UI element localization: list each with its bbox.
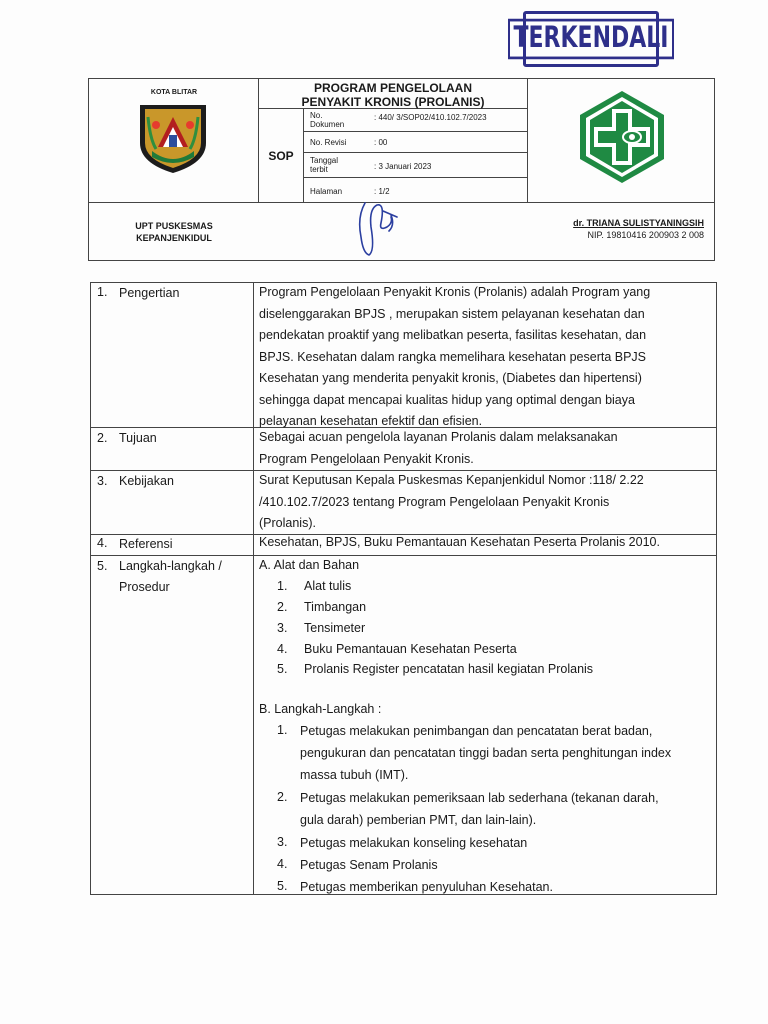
official-nip: NIP. 19810416 200903 2 008	[587, 230, 704, 240]
health-logo-cell	[527, 79, 714, 203]
org-line1: UPT PUSKESMAS	[135, 220, 213, 231]
meta-label: No. Revisi	[310, 138, 347, 147]
body-line: diselenggarakan BPJS , merupakan sistem pelayanan kesehatan dan	[259, 306, 645, 321]
tool-item	[277, 597, 697, 618]
section-body	[259, 532, 711, 554]
section-number: 2.	[97, 431, 108, 445]
tool-item	[277, 618, 697, 639]
sop-header	[88, 78, 715, 261]
step-text	[300, 720, 713, 786]
body-line: (Prolanis).	[259, 516, 316, 530]
step-text	[300, 854, 713, 876]
official-name: dr. TRIANA SULISTYANINGSIH	[573, 218, 704, 228]
meta-value: : 3 Januari 2023	[374, 162, 432, 171]
body-line: Kesehatan, BPJS, Buku Pemantauan Kesehatan Peserta Prolanis 2010.	[259, 535, 660, 549]
meta-row-page	[304, 178, 527, 203]
step-text	[300, 787, 713, 831]
body-line: sehingga dapat mencapai kualitas hidup yang optimal dengan biaya	[259, 392, 635, 407]
step-number: 1.	[277, 723, 288, 737]
step-line: pengukuran dan pencatatan tinggi badan serta penghitungan index	[300, 746, 672, 760]
sop-label: SOP	[259, 109, 304, 203]
part-a-title: A. Alat dan Bahan	[259, 558, 360, 572]
item-text: Tensimeter	[304, 621, 366, 635]
tool-item	[277, 639, 697, 660]
document-meta	[304, 109, 527, 203]
meta-label: Halaman	[310, 187, 343, 196]
step-number: 5.	[277, 879, 288, 893]
tool-item	[277, 659, 697, 680]
section-number: 5.	[97, 559, 108, 573]
section-tujuan	[91, 428, 716, 471]
body-line: Sebagai acuan pengelola layanan Prolanis dalam melaksanakan	[259, 430, 618, 444]
step-line: Petugas melakukan penimbangan dan pencatatan berat badan,	[300, 724, 653, 738]
tool-item	[277, 576, 697, 597]
meta-row-revision	[304, 132, 527, 153]
step-number: 3.	[277, 835, 288, 849]
item-number: 1.	[277, 579, 288, 593]
step-line: gula darah) pemberian PMT, dan lain-lain).	[300, 813, 537, 827]
section-prosedur	[91, 556, 716, 894]
stamp-text: TERKENDALI	[508, 19, 675, 60]
section-body	[259, 282, 711, 433]
section-label-cell	[91, 471, 254, 534]
section-label-cell	[91, 556, 254, 894]
meta-row-issue-date	[304, 153, 527, 178]
city-logo-cell	[89, 79, 259, 203]
puskesmas-logo-icon	[574, 87, 670, 187]
section-pengertian	[91, 283, 716, 428]
step-line: Petugas Senam Prolanis	[300, 858, 438, 872]
body-line: pelayanan kesehatan efektif dan efisien.	[259, 414, 483, 428]
meta-label: No. Dokumen	[310, 111, 345, 129]
section-number: 1.	[97, 285, 108, 299]
body-line: Kesehatan yang menderita penyakit kronis, (Diabetes dan hipertensi)	[259, 371, 642, 385]
section-body	[259, 470, 711, 535]
organization-name	[89, 203, 259, 260]
item-number: 4.	[277, 642, 288, 656]
step-text	[300, 832, 713, 854]
section-label-cell	[91, 283, 254, 427]
terkendali-stamp	[513, 11, 669, 67]
section-label: Pengertian	[119, 286, 180, 300]
item-text: Prolanis Register pencatatan hasil kegiatan Prolanis	[304, 662, 594, 676]
body-line: pendekatan proaktif yang melibatkan peserta, fasilitas kesehatan, dan	[259, 328, 647, 342]
signature-area	[259, 203, 527, 260]
section-label-line1: Langkah-langkah /	[119, 559, 222, 573]
section-number: 4.	[97, 536, 108, 550]
section-label: Kebijakan	[119, 474, 174, 488]
section-referensi	[91, 535, 716, 556]
item-text: Buku Pemantauan Kesehatan Peserta	[304, 642, 517, 656]
document-title-cell	[259, 79, 527, 109]
body-line: Program Pengelolaan Penyakit Kronis.	[259, 451, 474, 466]
step-number: 2.	[277, 790, 288, 804]
step-line: Petugas melakukan pemeriksaan lab sederhana (tekanan darah,	[300, 791, 659, 805]
part-b-title: B. Langkah-Langkah :	[259, 702, 382, 716]
section-number: 3.	[97, 474, 108, 488]
section-label: Tujuan	[119, 431, 157, 445]
step-number: 4.	[277, 857, 288, 871]
item-text: Alat tulis	[304, 579, 352, 593]
section-label-cell	[91, 428, 254, 470]
document-title-line1: PROGRAM PENGELOLAAN	[313, 81, 472, 95]
city-crest-icon	[136, 99, 210, 175]
body-line: /410.102.7/2023 tentang Program Pengelolaan Penyakit Kronis	[259, 494, 610, 509]
body-line: Program Pengelolaan Penyakit Kronis (Prolanis) adalah Program yang	[259, 285, 651, 299]
item-text: Timbangan	[304, 600, 367, 614]
section-label: Referensi	[119, 537, 173, 551]
step-text	[300, 876, 713, 898]
section-label-cell	[91, 535, 254, 555]
document-title-line2: PENYAKIT KRONIS (PROLANIS)	[301, 95, 485, 109]
org-line2: KEPANJENKIDUL	[136, 232, 212, 243]
sop-content-table	[90, 282, 717, 895]
item-number: 5.	[277, 662, 288, 676]
meta-value: : 00	[374, 138, 388, 147]
item-number: 2.	[277, 600, 288, 614]
section-kebijakan	[91, 471, 716, 535]
meta-label: Tanggal terbit	[310, 156, 339, 174]
step-line: Petugas melakukan konseling kesehatan	[300, 836, 528, 850]
section-label-line2: Prosedur	[119, 580, 170, 594]
signature	[347, 197, 407, 259]
meta-value: : 1/2	[374, 187, 390, 196]
step-line: Petugas memberikan penyuluhan Kesehatan.	[300, 880, 553, 894]
section-body	[259, 427, 711, 470]
body-line: BPJS. Kesehatan dalam rangka memelihara kesehatan peserta BPJS	[259, 349, 647, 364]
step-line: massa tubuh (IMT).	[300, 768, 409, 782]
item-number: 3.	[277, 621, 288, 635]
body-line: Surat Keputusan Kepala Puskesmas Kepanjenkidul Nomor :118/ 2.22	[259, 473, 644, 487]
meta-row-document-number	[304, 109, 527, 132]
meta-value: : 440/ 3/SOP02/410.102.7/2023	[374, 113, 487, 122]
official-signatory	[527, 203, 714, 260]
city-name: KOTA BLITAR	[150, 89, 198, 96]
